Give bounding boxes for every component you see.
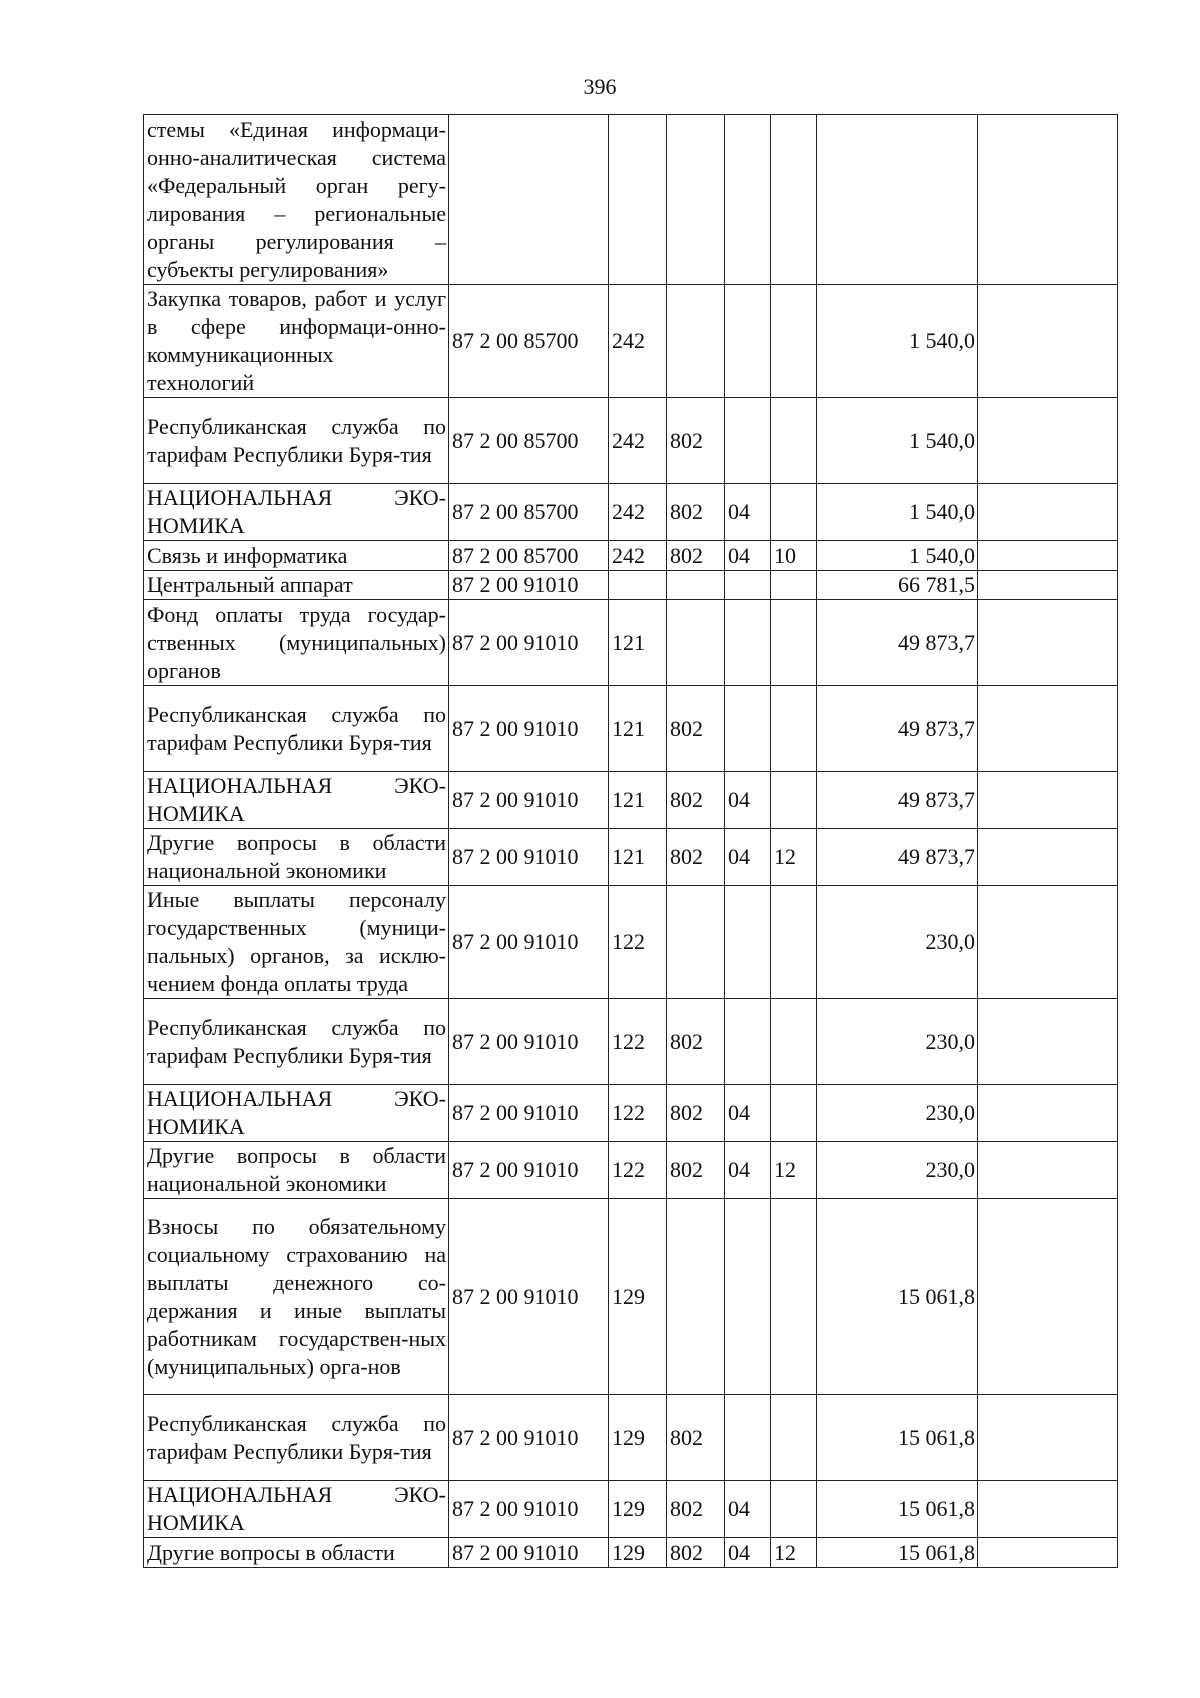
row-pr-cell bbox=[771, 115, 817, 285]
row-name-cell: стемы «Единая информаци-онно-аналитическая система «Федеральный орган регу-лирования – региональные органы регулирования – субъекты регулирования» bbox=[144, 115, 449, 285]
row-vr-cell bbox=[609, 571, 667, 600]
row-extra-cell bbox=[978, 571, 1118, 600]
row-vr-cell: 121 bbox=[609, 600, 667, 686]
row-pr-cell bbox=[771, 886, 817, 999]
row-grbs-cell: 802 bbox=[667, 829, 725, 886]
row-pr-cell bbox=[771, 999, 817, 1085]
row-vr-cell: 242 bbox=[609, 398, 667, 484]
row-extra-cell bbox=[978, 398, 1118, 484]
row-rz-cell: 04 bbox=[725, 829, 771, 886]
row-name-cell: НАЦИОНАЛЬНАЯ ЭКО-НОМИКА bbox=[144, 484, 449, 541]
table-row bbox=[144, 541, 1118, 571]
row-name-cell: Другие вопросы в области национальной экономики bbox=[144, 1142, 449, 1199]
row-amount-cell: 49 873,7 bbox=[817, 686, 978, 772]
row-amount-cell: 66 781,5 bbox=[817, 571, 978, 600]
row-pr-cell bbox=[771, 398, 817, 484]
row-pr-cell: 12 bbox=[771, 829, 817, 886]
table-row bbox=[144, 1481, 1118, 1538]
row-extra-cell bbox=[978, 600, 1118, 686]
row-vr-cell: 121 bbox=[609, 772, 667, 829]
row-extra-cell bbox=[978, 1538, 1118, 1568]
row-vr-cell: 129 bbox=[609, 1199, 667, 1395]
row-name-cell: Центральный аппарат bbox=[144, 571, 449, 600]
row-vr-cell: 122 bbox=[609, 999, 667, 1085]
table-row bbox=[144, 571, 1118, 600]
row-vr-cell: 122 bbox=[609, 1142, 667, 1199]
row-amount-cell: 1 540,0 bbox=[817, 398, 978, 484]
row-pr-cell bbox=[771, 484, 817, 541]
row-code-cell: 87 2 00 91010 bbox=[449, 886, 609, 999]
row-rz-cell: 04 bbox=[725, 1142, 771, 1199]
row-vr-cell: 129 bbox=[609, 1395, 667, 1481]
row-pr-cell bbox=[771, 1481, 817, 1538]
row-extra-cell bbox=[978, 999, 1118, 1085]
row-grbs-cell bbox=[667, 600, 725, 686]
row-code-cell: 87 2 00 91010 bbox=[449, 829, 609, 886]
row-vr-cell: 242 bbox=[609, 285, 667, 398]
row-vr-cell: 121 bbox=[609, 686, 667, 772]
row-amount-cell: 1 540,0 bbox=[817, 541, 978, 571]
row-rz-cell: 04 bbox=[725, 1538, 771, 1568]
row-amount-cell: 15 061,8 bbox=[817, 1481, 978, 1538]
row-rz-cell: 04 bbox=[725, 772, 771, 829]
row-code-cell: 87 2 00 91010 bbox=[449, 686, 609, 772]
row-rz-cell bbox=[725, 285, 771, 398]
row-rz-cell bbox=[725, 398, 771, 484]
row-pr-cell bbox=[771, 1199, 817, 1395]
row-pr-cell bbox=[771, 600, 817, 686]
row-vr-cell: 242 bbox=[609, 541, 667, 571]
row-grbs-cell: 802 bbox=[667, 1538, 725, 1568]
row-amount-cell: 49 873,7 bbox=[817, 600, 978, 686]
row-vr-cell: 129 bbox=[609, 1481, 667, 1538]
row-code-cell: 87 2 00 91010 bbox=[449, 1142, 609, 1199]
row-extra-cell bbox=[978, 772, 1118, 829]
row-pr-cell: 12 bbox=[771, 1142, 817, 1199]
row-name-cell: Другие вопросы в области национальной экономики bbox=[144, 829, 449, 886]
table-row bbox=[144, 1538, 1118, 1568]
row-name-cell: Связь и информатика bbox=[144, 541, 449, 571]
row-name-cell: НАЦИОНАЛЬНАЯ ЭКО-НОМИКА bbox=[144, 1085, 449, 1142]
row-code-cell: 87 2 00 85700 bbox=[449, 398, 609, 484]
row-code-cell: 87 2 00 91010 bbox=[449, 1538, 609, 1568]
row-pr-cell: 10 bbox=[771, 541, 817, 571]
row-vr-cell: 121 bbox=[609, 829, 667, 886]
row-pr-cell: 12 bbox=[771, 1538, 817, 1568]
row-grbs-cell: 802 bbox=[667, 1481, 725, 1538]
row-extra-cell bbox=[978, 1481, 1118, 1538]
row-vr-cell: 122 bbox=[609, 886, 667, 999]
table-row bbox=[144, 772, 1118, 829]
row-extra-cell bbox=[978, 1199, 1118, 1395]
row-vr-cell: 242 bbox=[609, 484, 667, 541]
row-name-cell: Закупка товаров, работ и услуг в сфере информаци-онно-коммуникационных технологий bbox=[144, 285, 449, 398]
row-extra-cell bbox=[978, 115, 1118, 285]
row-rz-cell: 04 bbox=[725, 1481, 771, 1538]
table-row bbox=[144, 1142, 1118, 1199]
table-row bbox=[144, 686, 1118, 772]
row-amount-cell: 15 061,8 bbox=[817, 1395, 978, 1481]
row-code-cell: 87 2 00 91010 bbox=[449, 1085, 609, 1142]
row-pr-cell bbox=[771, 1395, 817, 1481]
row-grbs-cell: 802 bbox=[667, 1085, 725, 1142]
row-rz-cell: 04 bbox=[725, 1085, 771, 1142]
row-extra-cell bbox=[978, 1085, 1118, 1142]
row-grbs-cell bbox=[667, 1199, 725, 1395]
table-row bbox=[144, 600, 1118, 686]
row-grbs-cell: 802 bbox=[667, 772, 725, 829]
row-extra-cell bbox=[978, 541, 1118, 571]
row-rz-cell bbox=[725, 886, 771, 999]
row-name-cell: Фонд оплаты труда государ-ственных (муниципальных) органов bbox=[144, 600, 449, 686]
row-name-cell: Иные выплаты персоналу государственных (муници-пальных) органов, за исклю-чением фонда оплаты труда bbox=[144, 886, 449, 999]
row-code-cell: 87 2 00 91010 bbox=[449, 1395, 609, 1481]
table-row bbox=[144, 115, 1118, 285]
row-grbs-cell: 802 bbox=[667, 686, 725, 772]
row-rz-cell bbox=[725, 600, 771, 686]
table-row bbox=[144, 484, 1118, 541]
row-amount-cell: 1 540,0 bbox=[817, 484, 978, 541]
row-amount-cell: 1 540,0 bbox=[817, 285, 978, 398]
row-code-cell: 87 2 00 91010 bbox=[449, 1481, 609, 1538]
row-grbs-cell: 802 bbox=[667, 999, 725, 1085]
row-pr-cell bbox=[771, 686, 817, 772]
row-rz-cell bbox=[725, 686, 771, 772]
row-amount-cell: 15 061,8 bbox=[817, 1538, 978, 1568]
row-name-cell: НАЦИОНАЛЬНАЯ ЭКО-НОМИКА bbox=[144, 1481, 449, 1538]
table-row bbox=[144, 1085, 1118, 1142]
row-pr-cell bbox=[771, 285, 817, 398]
table-row bbox=[144, 285, 1118, 398]
row-pr-cell bbox=[771, 772, 817, 829]
row-grbs-cell bbox=[667, 571, 725, 600]
row-name-cell: Республиканская служба по тарифам Республики Буря-тия bbox=[144, 686, 449, 772]
table-body bbox=[144, 115, 1118, 1568]
row-rz-cell bbox=[725, 571, 771, 600]
row-vr-cell: 122 bbox=[609, 1085, 667, 1142]
row-name-cell: Республиканская служба по тарифам Республики Буря-тия bbox=[144, 398, 449, 484]
row-pr-cell bbox=[771, 571, 817, 600]
row-extra-cell bbox=[978, 829, 1118, 886]
row-extra-cell bbox=[978, 1142, 1118, 1199]
row-amount-cell: 230,0 bbox=[817, 1085, 978, 1142]
table-row bbox=[144, 829, 1118, 886]
row-rz-cell bbox=[725, 115, 771, 285]
row-grbs-cell bbox=[667, 886, 725, 999]
row-amount-cell: 49 873,7 bbox=[817, 772, 978, 829]
row-code-cell: 87 2 00 85700 bbox=[449, 285, 609, 398]
row-name-cell: Республиканская служба по тарифам Республики Буря-тия bbox=[144, 999, 449, 1085]
row-grbs-cell: 802 bbox=[667, 541, 725, 571]
row-rz-cell: 04 bbox=[725, 484, 771, 541]
row-amount-cell bbox=[817, 115, 978, 285]
table-row bbox=[144, 999, 1118, 1085]
row-rz-cell: 04 bbox=[725, 541, 771, 571]
row-code-cell: 87 2 00 91010 bbox=[449, 772, 609, 829]
row-vr-cell bbox=[609, 115, 667, 285]
table-row bbox=[144, 886, 1118, 999]
row-code-cell: 87 2 00 91010 bbox=[449, 600, 609, 686]
row-name-cell: НАЦИОНАЛЬНАЯ ЭКО-НОМИКА bbox=[144, 772, 449, 829]
row-extra-cell bbox=[978, 484, 1118, 541]
row-code-cell: 87 2 00 91010 bbox=[449, 1199, 609, 1395]
row-rz-cell bbox=[725, 1199, 771, 1395]
row-amount-cell: 230,0 bbox=[817, 886, 978, 999]
row-code-cell: 87 2 00 85700 bbox=[449, 541, 609, 571]
row-grbs-cell bbox=[667, 115, 725, 285]
row-grbs-cell bbox=[667, 285, 725, 398]
row-extra-cell bbox=[978, 686, 1118, 772]
page-number: 396 bbox=[583, 74, 617, 99]
row-grbs-cell: 802 bbox=[667, 1142, 725, 1199]
row-code-cell: 87 2 00 91010 bbox=[449, 571, 609, 600]
row-amount-cell: 230,0 bbox=[817, 999, 978, 1085]
row-pr-cell bbox=[771, 1085, 817, 1142]
row-extra-cell bbox=[978, 285, 1118, 398]
row-code-cell bbox=[449, 115, 609, 285]
row-amount-cell: 15 061,8 bbox=[817, 1199, 978, 1395]
row-grbs-cell: 802 bbox=[667, 484, 725, 541]
table-row bbox=[144, 1199, 1118, 1395]
row-grbs-cell: 802 bbox=[667, 398, 725, 484]
row-vr-cell: 129 bbox=[609, 1538, 667, 1568]
table-row bbox=[144, 1395, 1118, 1481]
row-rz-cell bbox=[725, 999, 771, 1085]
table-row bbox=[144, 398, 1118, 484]
budget-table bbox=[143, 114, 1118, 1568]
row-grbs-cell: 802 bbox=[667, 1395, 725, 1481]
row-extra-cell bbox=[978, 1395, 1118, 1481]
row-code-cell: 87 2 00 85700 bbox=[449, 484, 609, 541]
row-extra-cell bbox=[978, 886, 1118, 999]
row-name-cell: Взносы по обязательному социальному страхованию на выплаты денежного со-держания и иные выплаты работникам государствен-ных (муниципальных) орга-нов bbox=[144, 1199, 449, 1395]
row-name-cell: Республиканская служба по тарифам Республики Буря-тия bbox=[144, 1395, 449, 1481]
row-rz-cell bbox=[725, 1395, 771, 1481]
row-code-cell: 87 2 00 91010 bbox=[449, 999, 609, 1085]
row-amount-cell: 230,0 bbox=[817, 1142, 978, 1199]
row-amount-cell: 49 873,7 bbox=[817, 829, 978, 886]
row-name-cell: Другие вопросы в области bbox=[144, 1538, 449, 1568]
